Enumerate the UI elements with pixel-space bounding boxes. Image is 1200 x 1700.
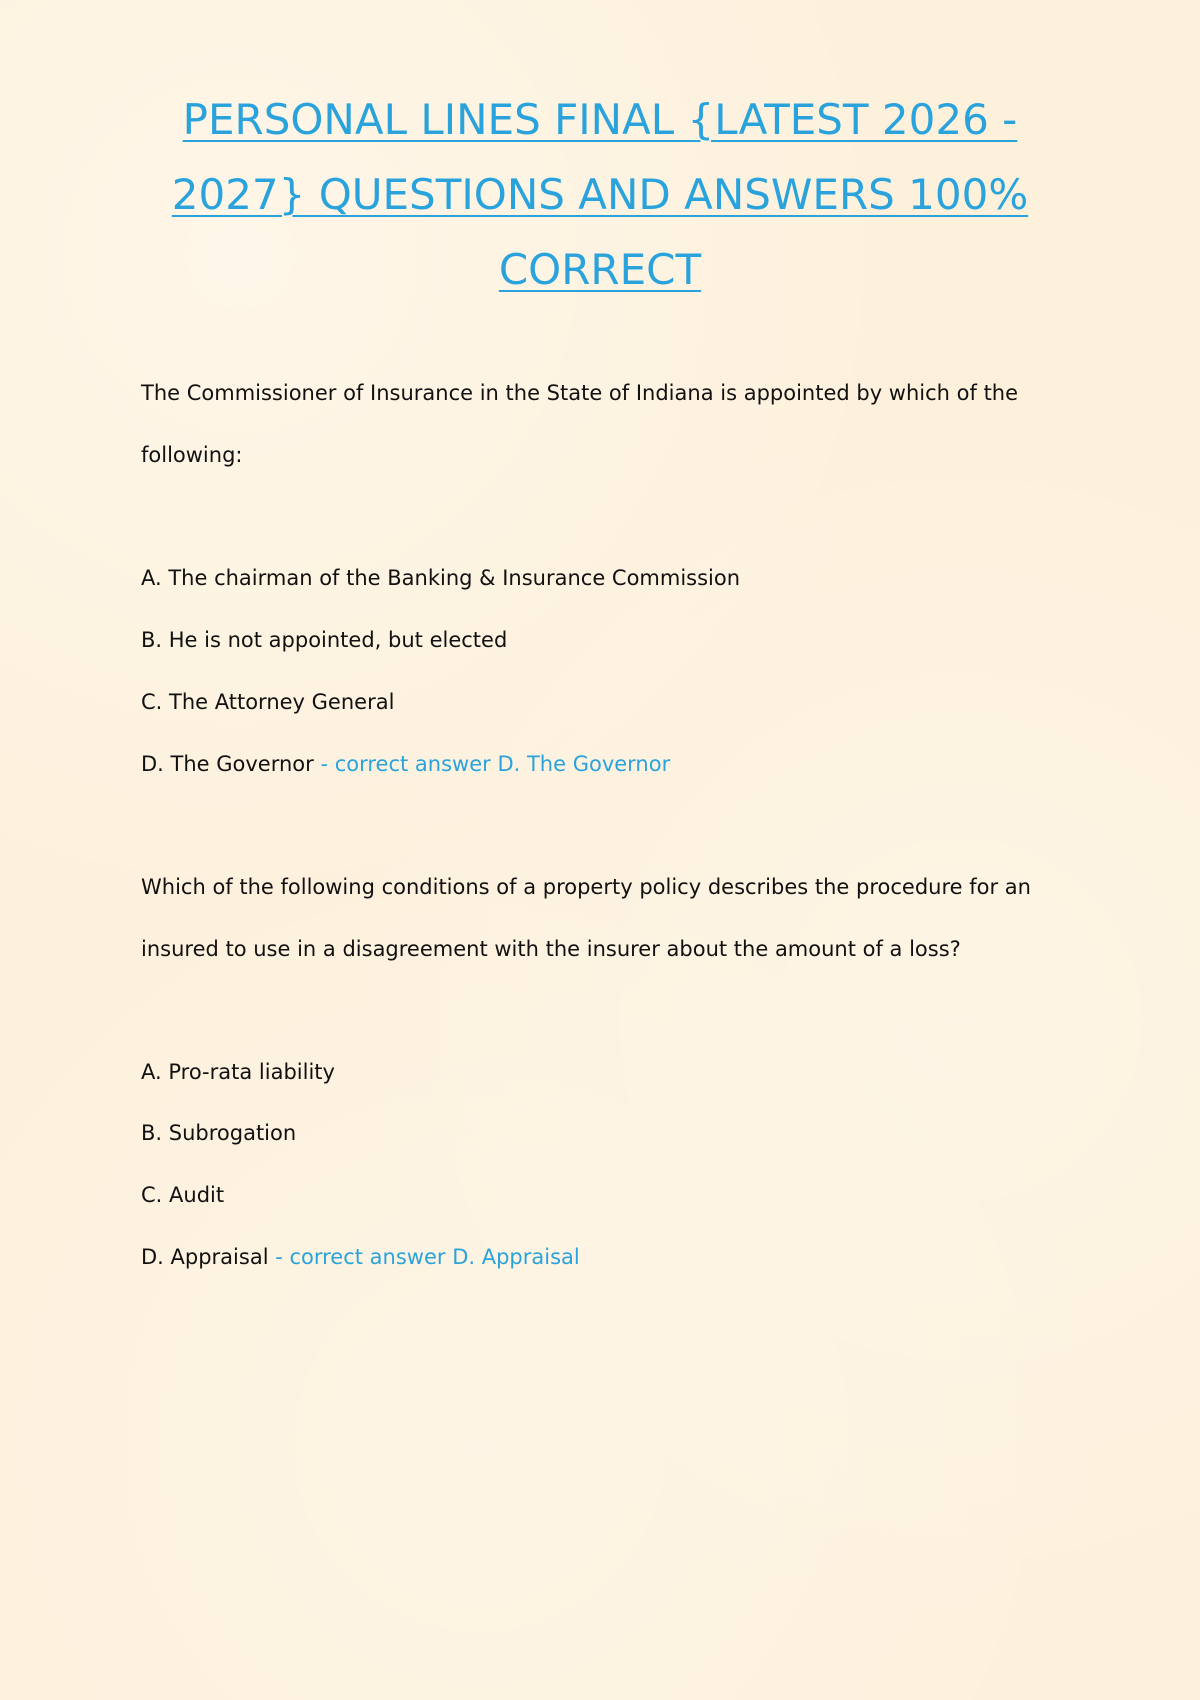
question-1-option-d: D. The Governor	[141, 752, 314, 776]
question-1-correct-answer: - correct answer D. The Governor	[313, 752, 671, 776]
question-2-option-a: A. Pro-rata liability	[141, 1060, 335, 1084]
question-2-option-d: D. Appraisal	[141, 1245, 269, 1269]
question-1-stem-line-2: following:	[141, 443, 243, 467]
question-2-option-b: B. Subrogation	[141, 1121, 297, 1145]
document-title: PERSONAL LINES FINAL {LATEST 2026 - 2027} QUESTIONS AND ANSWERS 100% CORRECT	[171, 95, 1029, 294]
question-1-option-c: C. The Attorney General	[141, 690, 395, 714]
question-2-stem-line-1: Which of the following conditions of a property policy describes the procedure for an	[141, 875, 1031, 899]
question-1-option-d-line	[141, 749, 670, 779]
question-2-correct-answer: - correct answer D. Appraisal	[268, 1245, 580, 1269]
question-2-stem-line-2: insured to use in a disagreement with the insurer about the amount of a loss?	[141, 937, 961, 961]
question-1-option-a: A. The chairman of the Banking & Insurance Commission	[141, 566, 741, 590]
question-2-option-c: C. Audit	[141, 1183, 225, 1207]
question-1-option-b: B. He is not appointed, but elected	[141, 628, 508, 652]
question-2-option-d-line	[141, 1242, 580, 1272]
question-1-stem-line-1: The Commissioner of Insurance in the State of Indiana is appointed by which of the	[141, 381, 1019, 405]
